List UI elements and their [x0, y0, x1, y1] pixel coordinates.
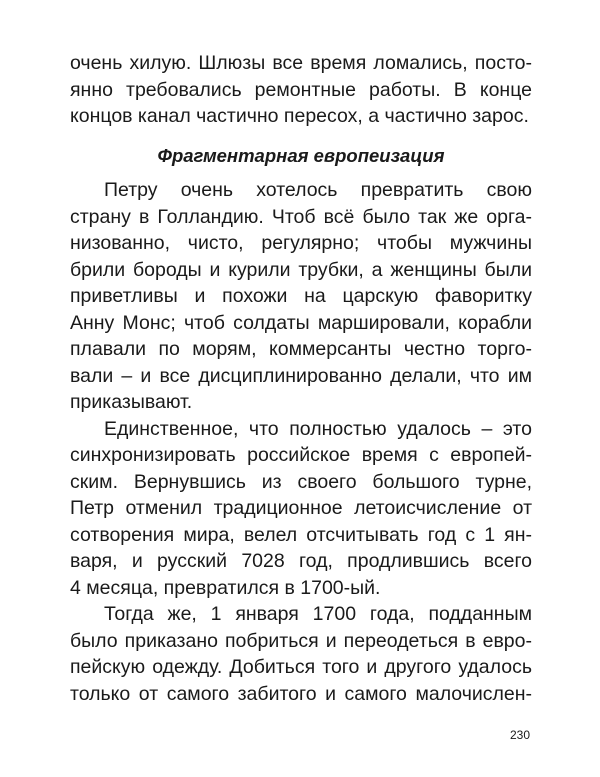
text-line: концов канал частично пересох, а частично зарос. [70, 105, 529, 127]
text-line: варя, и русский 7028 год, продлившись всего [70, 550, 532, 572]
text-line: Тогда же, 1 января 1700 года, подданным [104, 603, 532, 625]
text-line: было приказано побриться и переодеться в евро- [70, 629, 532, 652]
text-line: приказывают. [70, 391, 193, 413]
text-line: Петр отменил традиционное летоисчисление от [70, 497, 532, 519]
text-line: брили бороды и курили трубки, а женщины были [70, 258, 532, 281]
text-line: вали – и все дисциплинированно делали, что им [70, 364, 532, 387]
intro-paragraph [70, 50, 532, 130]
text-line: Единственное, что полностью удалось – это [104, 417, 532, 440]
text-line: приветливы и похожи на царскую фаворитку [70, 285, 532, 307]
page-body [70, 50, 532, 707]
text-line: низованно, чисто, регулярно; чтобы мужчины [70, 232, 532, 254]
text-line: 4 месяца, превратился в 1700-ый. [70, 576, 381, 599]
text-line: синхронизировать российское время с европей- [70, 444, 532, 466]
text-line: сотворения мира, велел отсчитывать год с 1 ян- [70, 523, 532, 546]
paragraph-3 [70, 601, 532, 707]
text-line: Анну Монс; чтоб солдаты маршировали, корабли [70, 311, 532, 334]
section-heading: Фрагментарная европеизация [157, 144, 445, 166]
text-line: очень хилую. Шлюзы все время ломались, посто- [70, 52, 532, 74]
text-line: страну в Голландию. Чтоб всё было так же орга- [70, 205, 532, 228]
text-line: янно требовались ремонтные работы. В конце [70, 78, 532, 101]
text-line: только от самого забитого и самого малочислен- [70, 682, 532, 705]
text-line: ским. Вернувшись из своего большого турне, [70, 470, 532, 493]
paragraph-1 [70, 177, 532, 416]
page-number: 230 [509, 728, 530, 742]
text-line: Петру очень хотелось превратить свою [104, 179, 532, 201]
text-line: пейскую одежду. Добиться того и другого удалось [70, 656, 532, 678]
paragraph-2 [70, 416, 532, 602]
text-line: плавали по морям, коммерсанты честно торго- [70, 338, 532, 360]
